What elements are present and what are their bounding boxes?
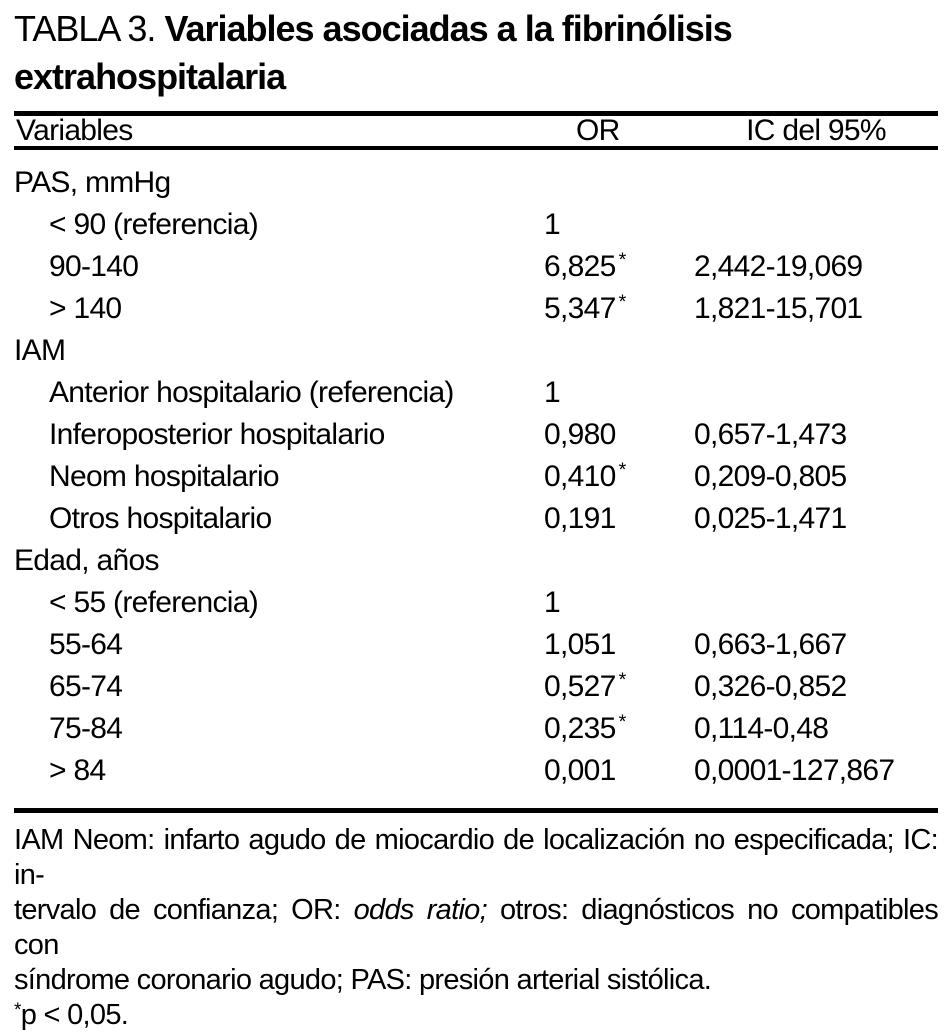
variable-cell: > 84: [49, 754, 106, 787]
results-table: [14, 111, 938, 813]
or-value-cell: 1: [544, 586, 560, 619]
ic-value-cell: [694, 148, 938, 204]
variable-cell: Otros hospitalario: [49, 502, 272, 535]
variable-cell: Neom hospitalario: [49, 460, 279, 493]
ic-value-cell: [694, 372, 938, 414]
variable-cell: < 55 (referencia): [49, 586, 259, 619]
ic-value-cell: 0,663-1,667: [694, 628, 847, 661]
table-row: [14, 372, 938, 414]
variable-cell: < 90 (referencia): [49, 208, 259, 241]
table-row: [14, 708, 938, 750]
column-header-variables: Variables: [14, 114, 544, 149]
header-row: [14, 114, 938, 149]
variable-cell: 55-64: [49, 628, 123, 661]
ic-value-cell: 2,442-19,069: [694, 250, 863, 283]
or-value-cell: [544, 148, 694, 204]
table-group-row: [14, 330, 938, 372]
table-row: [14, 414, 938, 456]
table-row: [14, 246, 938, 288]
or-value-cell: 0,191: [544, 502, 616, 535]
ic-value-cell: 0,657-1,473: [694, 418, 847, 451]
ic-value-cell: 0,0001-127,867: [694, 754, 895, 787]
table-row: [14, 204, 938, 246]
or-value-cell: 1: [544, 208, 560, 241]
footnote-text: otros: diagnósticos no compatibles con: [14, 894, 938, 961]
variable-cell: PAS, mmHg: [14, 166, 171, 199]
table-row: [14, 666, 938, 708]
variable-cell: 65-74: [49, 670, 123, 703]
footnote-line: [14, 998, 938, 1033]
significance-asterisk: *: [618, 249, 626, 271]
column-header-ic: IC del 95%: [694, 114, 938, 149]
ic-value-cell: 0,114-0,48: [694, 712, 829, 745]
significance-asterisk: *: [618, 669, 626, 691]
ic-value-cell: [694, 204, 938, 246]
footnote-text: odds ratio;: [353, 894, 487, 926]
table-body: [14, 148, 938, 811]
footnote-asterisk: *: [14, 1000, 21, 1021]
table-title-text: Variables asociadas a la fibrinólisis extrahospitalaria: [14, 8, 732, 97]
or-value-cell: 6,825 *: [544, 249, 626, 283]
variable-cell: IAM: [14, 334, 66, 367]
or-value-cell: 0,527 *: [544, 669, 626, 703]
variable-cell: 90-140: [49, 250, 139, 283]
table-footnote: [14, 823, 938, 1033]
or-value-cell: 0,410 *: [544, 459, 626, 493]
column-header-or: OR: [544, 114, 694, 149]
significance-asterisk: *: [618, 711, 626, 733]
table-group-row: [14, 540, 938, 582]
table-row: [14, 750, 938, 811]
or-value-cell: 1,051: [544, 628, 616, 661]
footnote-text: IAM Neom: infarto agudo de miocardio de localización no especificada; IC: in-: [14, 824, 938, 891]
ic-value-cell: 0,025-1,471: [694, 502, 847, 535]
or-value-cell: 0,980: [544, 418, 616, 451]
footnote-text: síndrome coronario agudo; PAS: presión arterial sistólica.: [14, 964, 712, 996]
variable-cell: 75-84: [49, 712, 123, 745]
or-value-cell: 0,001: [544, 754, 616, 787]
footnote-text: tervalo de confianza; OR:: [14, 894, 354, 926]
table-group-row: [14, 148, 938, 204]
significance-asterisk: *: [618, 459, 626, 481]
table-header: [14, 114, 938, 149]
or-value-cell: [544, 330, 694, 372]
footnote-line: [14, 823, 938, 893]
table-row: [14, 498, 938, 540]
footnote-text: p < 0,05.: [20, 999, 129, 1031]
table-number-label: TABLA 3.: [14, 8, 156, 49]
ic-value-cell: 0,209-0,805: [694, 460, 847, 493]
ic-value-cell: 0,326-0,852: [694, 670, 847, 703]
ic-value-cell: 1,821-15,701: [694, 292, 863, 325]
variable-cell: > 140: [49, 292, 122, 325]
significance-asterisk: *: [618, 291, 626, 313]
table-row: [14, 624, 938, 666]
table-row: [14, 456, 938, 498]
ic-value-cell: [694, 330, 938, 372]
or-value-cell: 5,347 *: [544, 291, 626, 325]
variable-cell: Anterior hospitalario (referencia): [49, 376, 454, 409]
footnote-line: [14, 963, 938, 998]
or-value-cell: 0,235 *: [544, 711, 626, 745]
or-value-cell: [544, 540, 694, 582]
variable-cell: Edad, años: [14, 544, 159, 577]
footnote-line: [14, 893, 938, 963]
or-value-cell: 1: [544, 376, 560, 409]
variable-cell: Inferoposterior hospitalario: [49, 418, 385, 451]
table-row: [14, 288, 938, 330]
table-title: [14, 5, 938, 101]
ic-value-cell: [694, 582, 938, 624]
ic-value-cell: [694, 540, 938, 582]
table-row: [14, 582, 938, 624]
